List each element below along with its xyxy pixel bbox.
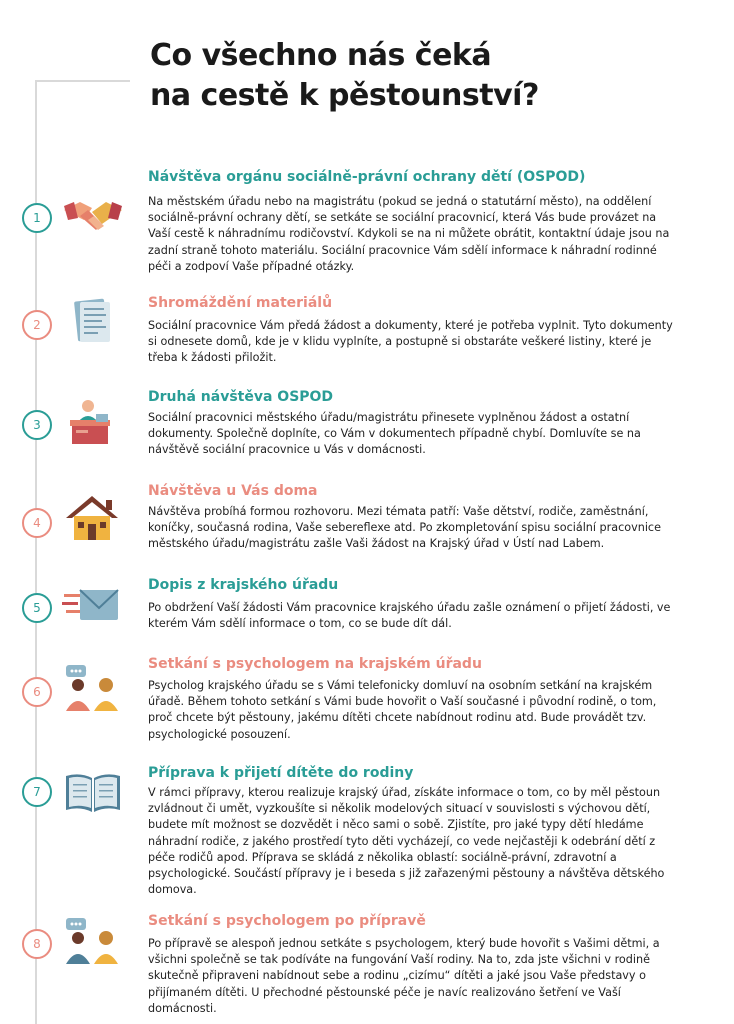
step-heading: Dopis z krajského úřadu <box>148 577 339 593</box>
open-book-icon <box>62 768 124 818</box>
step-description: Psycholog krajského úřadu se s Vámi telefonicky domluví na osobním setkání na krajském úřadě. Během tohoto setkání s Vámi bude hovořit o Vaší současné i původní rodině, o tom, proč chcete být pěstouny, jakému dítěti chcete nabídnout rodinu atd. Bude provádět tzv. psychologické posouzení. <box>148 679 657 741</box>
page-title <box>150 36 710 116</box>
step-description: V rámci přípravy, kterou realizuje krajský úřad, získáte informace o tom, co by měl pěstoun zvládnout či umět, vyzkoušíte si několik modelových situací v souvislosti s výchovou dětí, budete mít možnost se dozvědět i něco sami o sobě. Zjistíte, pro jaké typy dětí hledáme náhradní rodiče, z jakého prostředí tyto děti vycházejí, co vede nejčastěji k odebrání dětí z péče rodičů apod. Příprava se skládá z několika oblastí: sociálně-právní, zdravotní a psychologické. Součástí přípravy je i beseda s již zařazenými pěstouny a návštěva dětského domova. <box>148 786 665 897</box>
conversation-icon <box>62 663 124 713</box>
step-heading: Návštěva u Vás doma <box>148 483 318 499</box>
step-description: Na městském úřadu nebo na magistrátu (pokud se jedná o statutární město), na oddělení sociálně-právní ochrany dětí, se setkáte se sociální pracovnicí, která Vás bude provázet na Vaší cestě k náhradnímu rodičovství. Kdykoli se na ni můžete obrátit, kontaktní údaje jsou na zadní straně tohoto materiálu. Sociální pracovnice Vám sdělí informace k náhradní rodinné péči a zodpoví Vaše případné otázky. <box>148 195 670 273</box>
house-icon <box>62 494 124 544</box>
conversation-icon <box>62 916 124 966</box>
step-number-badge: 3 <box>22 410 52 440</box>
handshake-icon <box>62 190 124 240</box>
envelope-icon <box>62 582 124 632</box>
step-heading: Shromáždění materiálů <box>148 295 333 311</box>
step-description: Po přípravě se alespoň jednou setkáte s psychologem, který bude hovořit s Vašimi dětmi, a všichni společně se tak podíváte na fungování Vaší rodiny. Na to, zda jste všichni v rodině skutečně připraveni nabídnout sebe a rodinu „cizímu“ dítěti a jaké jsou Vaše představy o přijímaném dítěti. U přechodné pěstounské péče je navíc realizováno šetření ve Vaší domácnosti. <box>148 937 660 1015</box>
step-number-badge: 6 <box>22 677 52 707</box>
step-description: Po obdržení Vaší žádosti Vám pracovnice krajského úřadu zašle oznámení o přijetí žádosti, ve kterém Vám sdělí informace o tom, co se bude dít dál. <box>148 601 671 631</box>
step-description: Návštěva probíhá formou rozhovoru. Mezi témata patří: Vaše dětství, rodiče, zaměstnání, koníčky, současná rodina, Vaše sebereflexe atd. Po zkompletování spisu sociální pracovnice městského úřadu/magistrátu zašle Vaši žádost na Krajský úřad v Ústí nad Labem. <box>148 505 661 551</box>
step-number-badge: 7 <box>22 777 52 807</box>
timeline-top-line <box>35 80 130 82</box>
step-heading: Setkání s psychologem na krajském úřadu <box>148 656 482 672</box>
step-number-badge: 4 <box>22 508 52 538</box>
office-desk-icon <box>62 398 124 448</box>
step-description: Sociální pracovnici městského úřadu/magistrátu přinesete vyplněnou žádost a ostatní dokumenty. Společně doplníte, co Vám v dokumentech případně chybí. Domluvíte se na návštěvě sociální pracovnice u Vás v domácnosti. <box>148 411 641 457</box>
title-line-1: Co všechno nás čeká <box>150 38 492 73</box>
step-number-badge: 5 <box>22 593 52 623</box>
step-heading: Druhá návštěva OSPOD <box>148 389 334 405</box>
step-heading: Návštěva orgánu sociálně-právní ochrany dětí (OSPOD) <box>148 169 586 185</box>
title-line-2: na cestě k pěstounství? <box>150 78 539 113</box>
documents-icon <box>62 296 124 346</box>
step-number-badge: 2 <box>22 310 52 340</box>
step-heading: Příprava k přijetí dítěte do rodiny <box>148 765 414 781</box>
step-heading: Setkání s psychologem po přípravě <box>148 913 426 929</box>
step-number-badge: 1 <box>22 203 52 233</box>
step-description: Sociální pracovnice Vám předá žádost a dokumenty, které je potřeba vyplnit. Tyto dokumenty si odnesete domů, kde je v klidu vyplníte, a postupně si obstaráte veškeré listiny, které je třeba k žádosti přiložit. <box>148 319 673 365</box>
step-number-badge: 8 <box>22 929 52 959</box>
